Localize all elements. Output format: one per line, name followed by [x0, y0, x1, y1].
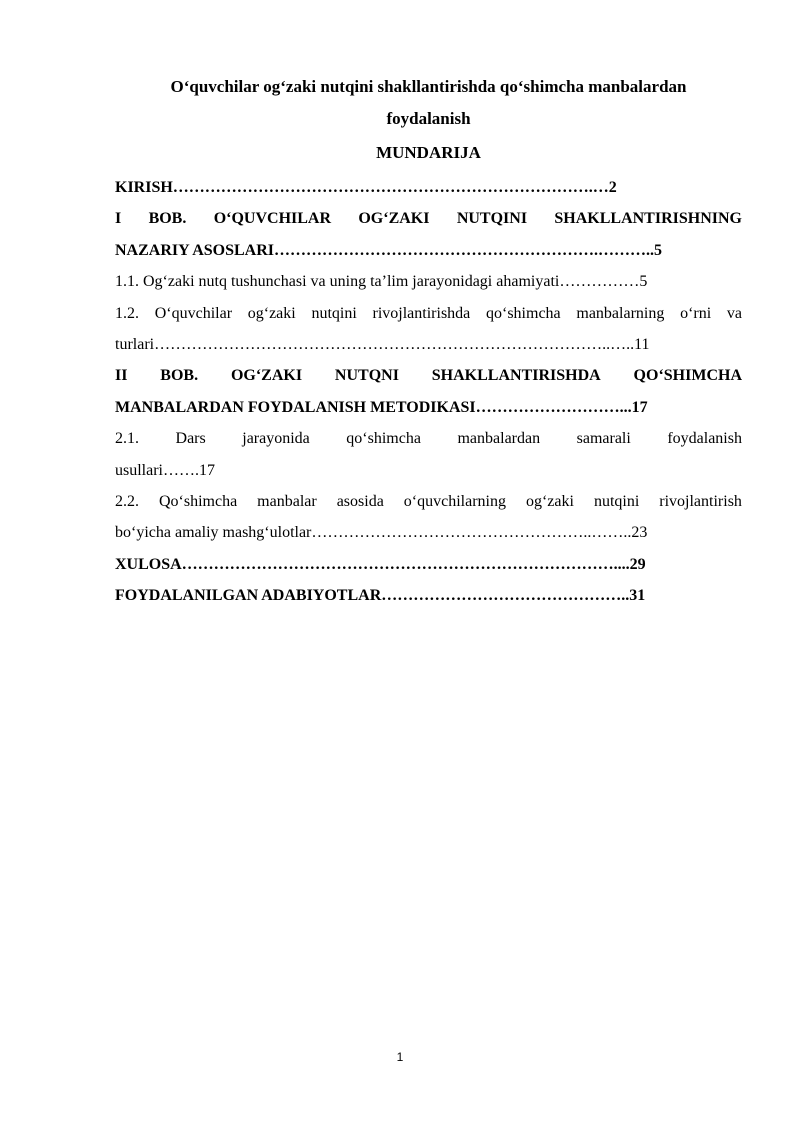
toc-word: BOB. — [160, 367, 199, 385]
toc-word: Dars — [175, 430, 206, 448]
toc-word: qo‘shimcha — [486, 304, 561, 322]
toc-word: og‘zaki — [247, 304, 296, 322]
toc-entry-bob2-line1 — [115, 360, 742, 391]
page-number: 1 — [396, 1050, 404, 1064]
toc-word: I — [115, 210, 122, 228]
toc-word: nutqini — [311, 304, 357, 322]
toc-entry-adabiyotlar: FOYDALANILGAN ADABIYOTLAR………………………………………..31 — [115, 587, 646, 605]
toc-word: SHAKLLANTIRISHDA — [431, 367, 601, 385]
toc-word: NUTQINI — [456, 210, 528, 228]
toc-word: og‘zaki — [525, 492, 574, 510]
table-of-contents — [115, 172, 742, 611]
toc-entry-bob1-line2: NAZARIY ASOSLARI…………………………………………………….………..5 — [115, 241, 662, 259]
toc-entry-2-1-line1 — [115, 423, 742, 454]
toc-entry-kirish: KIRISH…………………………………………………………………….…2 — [115, 179, 617, 196]
document-title-line-2: foydalanish — [386, 109, 471, 128]
toc-word: 1.2. — [115, 304, 139, 322]
toc-word: O‘QUVCHILAR — [213, 210, 332, 228]
contents-heading: MUNDARIJA — [376, 143, 481, 162]
toc-entry-2-2-line2: bo‘yicha amaliy mashg‘ulotlar……………………………………………..……..23 — [115, 524, 648, 542]
toc-word: SHAKLLANTIRISHNING — [554, 210, 742, 228]
toc-word: o‘quvchilarning — [403, 492, 506, 510]
toc-word: II — [115, 367, 128, 385]
toc-word: manbalarning — [576, 304, 665, 322]
toc-word: asosida — [336, 492, 384, 510]
toc-word: 2.2. — [115, 492, 139, 510]
toc-entry-bob1-line1 — [115, 203, 742, 234]
toc-word: QO‘SHIMCHA — [633, 367, 742, 385]
toc-word: OG‘ZAKI — [230, 367, 303, 385]
toc-word: rivojlantirish — [659, 492, 742, 510]
toc-word: NUTQNI — [334, 367, 399, 385]
toc-word: nutqini — [593, 492, 640, 510]
toc-entry-2-2-line1 — [115, 486, 742, 517]
toc-word: BOB. — [148, 210, 187, 228]
toc-word: foydalanish — [667, 430, 742, 448]
toc-word: rivojlantirishda — [372, 304, 471, 322]
toc-entry-1-1: 1.1. Og‘zaki nutq tushunchasi va uning ta’lim jarayonidagi ahamiyati……………5 — [115, 273, 648, 291]
toc-word: qo‘shimcha — [346, 430, 421, 448]
toc-word: manbalar — [257, 492, 317, 510]
toc-word: manbalardan — [457, 430, 541, 448]
toc-word: O‘quvchilar — [154, 304, 233, 322]
toc-entry-2-1-line2: usullari…….17 — [115, 461, 215, 479]
toc-entry-xulosa: XULOSA………………………………………………………………………....29 — [115, 555, 646, 573]
toc-word: samarali — [576, 430, 631, 448]
toc-entry-bob2-line2: MANBALARDAN FOYDALANISH METODIKASI………………………...17 — [115, 398, 648, 416]
toc-word: Qo‘shimcha — [158, 492, 238, 510]
toc-entry-1-2-line1 — [115, 298, 742, 329]
toc-word: o‘rni — [680, 304, 712, 322]
toc-word: jarayonida — [242, 430, 310, 448]
toc-word: OG‘ZAKI — [358, 210, 430, 228]
toc-entry-1-2-line2: turlari…………………………………………………………………………..…..11 — [115, 335, 650, 353]
toc-word: va — [726, 304, 742, 322]
document-title-line-1: O‘quvchilar og‘zaki nutqini shakllantirishda qo‘shimcha manbalardan — [170, 77, 687, 96]
toc-word: 2.1. — [115, 430, 139, 448]
